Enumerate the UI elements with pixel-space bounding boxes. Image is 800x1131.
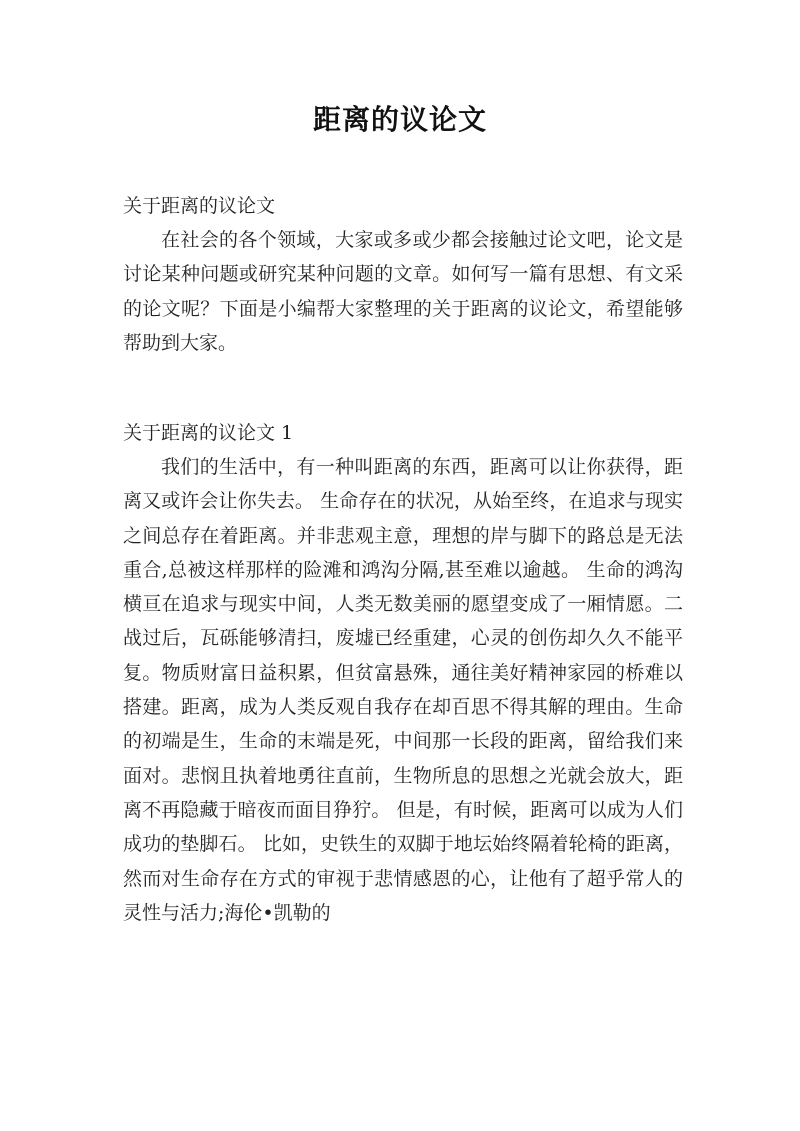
section-heading: 关于距离的议论文 [123,195,276,217]
document-title: 距离的议论文 [312,103,487,136]
section-heading: 关于距离的议论文 1 [123,422,294,444]
intro-paragraph: 在社会的各个领域，大家或多或少都会接触过论文吧，论文是讨论某种问题或研究某种问题的文章。如何写一篇有思想、有文采的论文呢？下面是小编帮大家整理的关于距离的议论文，希望能够帮助到大家。 [123,229,683,354]
body-paragraph: 我们的生活中，有一种叫距离的东西，距离可以让你获得，距离又或许会让你失去。 生命存在的状况，从始至终，在追求与现实之间总存在着距离。并非悲观主意，理想的岸与脚下的路总是无法重合,总被这样那样的险滩和鸿沟分隔,甚至难以逾越。 生命的鸿沟横亘在追求与现实中间，人类无数美丽的愿望变成了一厢情愿。二战过后，瓦砾能够清扫，废墟已经重建，心灵的创伤却久久不能平复。物质财富日益积累，但贫富悬殊，通往美好精神家园的桥难以搭建。距离，成为人类反观自我存在却百思不得其解的理由。生命的初端是生，生命的末端是死，中间那一长段的距离，留给我们来面对。悲悯且执着地勇往直前，生物所息的思想之光就会放大，距离不再隐藏于暗夜而面目狰狞。 但是，有时候，距离可以成为人们成功的垫脚石。 比如，史铁生的双脚于地坛始终隔着轮椅的距离，然而对生命存在方式的审视于悲情感恩的心，让他有了超乎常人的灵性与活力;海伦•凯勒的 [123,456,683,924]
